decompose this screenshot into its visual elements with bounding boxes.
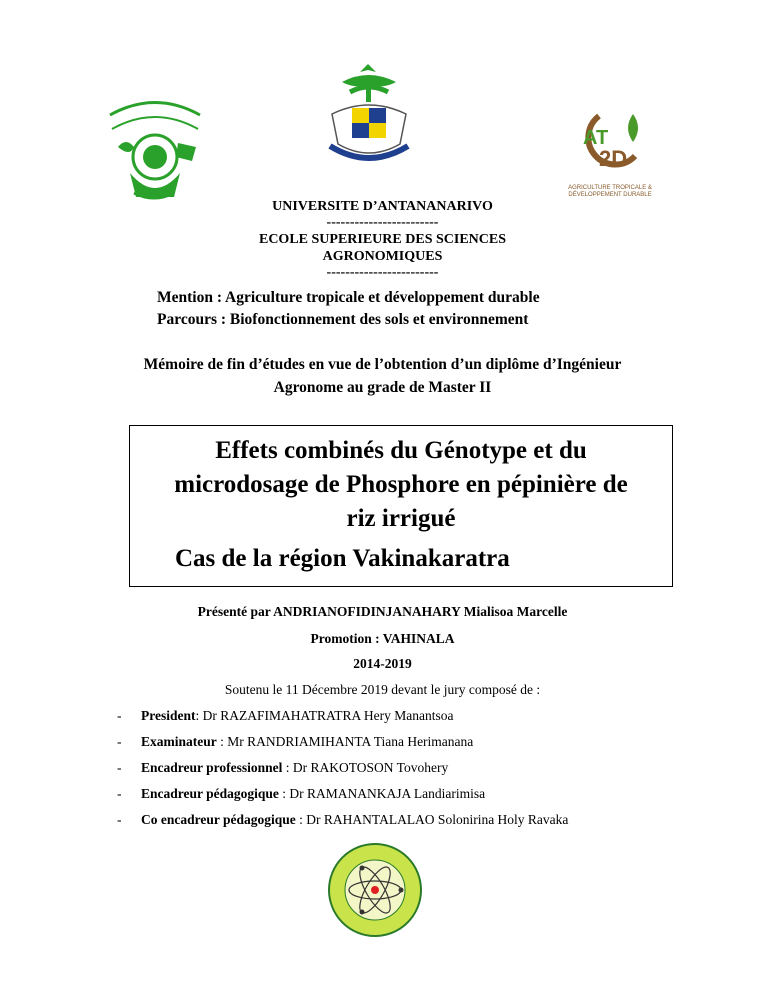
jury-role: President xyxy=(141,708,196,723)
university-name: UNIVERSITE D’ANTANANARIVO xyxy=(272,199,493,214)
jury-sep: : xyxy=(278,786,290,801)
jury-role: Co encadreur pédagogique xyxy=(141,812,296,827)
jury-sep: : xyxy=(216,734,228,749)
jury-name: Dr RAZAFIMAHATRATRA Hery Manantsoa xyxy=(202,708,454,723)
jury-sep: : xyxy=(282,760,293,775)
defense-statement: Soutenu le 11 Décembre 2019 devant le jury composé de : xyxy=(224,682,541,697)
memoire-line-2: Agronome au grade de Master II xyxy=(273,379,492,396)
jury-name: Mr RANDRIAMIHANTA Tiana Herimanana xyxy=(227,734,474,749)
jury-item: - Encadreur professionnel : Dr RAKOTOSON Tovohery xyxy=(117,760,449,775)
mention: Mention : Agriculture tropicale et développement durable xyxy=(157,289,540,306)
jury-role: Encadreur pédagogique xyxy=(141,786,279,801)
title-box xyxy=(129,425,673,587)
jury-sep: : xyxy=(295,812,307,827)
title-line-1: Effets combinés du Génotype et du xyxy=(215,437,587,464)
svg-text:2D: 2D xyxy=(599,146,628,171)
school-name-line-2: AGRONOMIQUES xyxy=(322,249,443,264)
at2d-text-1: AGRICULTURE TROPICALE & xyxy=(568,185,652,191)
svg-text:AT: AT xyxy=(583,127,609,149)
university-crest-logo xyxy=(328,62,410,164)
jury-name: Dr RAKOTOSON Tovohery xyxy=(292,760,449,775)
school-name-line-1: ECOLE SUPERIEURE DES SCIENCES xyxy=(258,232,507,247)
thesis-title xyxy=(130,434,672,536)
presented-by: Présenté par ANDRIANOFIDINJANAHARY Mialisoa Marcelle xyxy=(197,604,568,619)
at2d-logo xyxy=(555,108,665,204)
jury-sep: : xyxy=(195,708,203,723)
title-line-2: microdosage de Phosphore en pépinière de xyxy=(174,471,628,498)
memoire-line-1: Mémoire de fin d’études en vue de l’obtention d’un diplôme d’Ingénieur xyxy=(143,356,622,373)
jury-role: Examinateur xyxy=(141,734,217,749)
jury-item: - Encadreur pédagogique : Dr RAMANANKAJA Landiarimisa xyxy=(117,786,486,801)
laboratory-radioisotopes-logo xyxy=(325,840,425,940)
promotion: Promotion : VAHINALA xyxy=(310,631,455,646)
title-line-3: riz irrigué xyxy=(346,505,456,532)
thesis-subtitle: Cas de la région Vakinakaratra xyxy=(175,545,510,572)
jury-item: - Co encadreur pédagogique : Dr RAHANTALALAO Solonirina Holy Ravaka xyxy=(117,812,569,827)
parcours: Parcours : Biofonctionnement des sols et environnement xyxy=(157,311,529,328)
jury-name: Dr RAHANTALALAO Solonirina Holy Ravaka xyxy=(306,812,569,827)
school-seal-logo xyxy=(100,95,210,205)
separator-1: ------------------------ xyxy=(326,215,439,230)
years: 2014-2019 xyxy=(353,656,412,671)
separator-2: ------------------------ xyxy=(326,265,439,280)
at2d-text-2: DÉVELOPPEMENT DURABLE xyxy=(568,192,652,198)
jury-name: Dr RAMANANKAJA Landiarimisa xyxy=(289,786,486,801)
jury-role: Encadreur professionnel xyxy=(141,760,283,775)
jury-item: - President: Dr RAZAFIMAHATRATRA Hery Manantsoa xyxy=(117,708,454,723)
jury-item: - Examinateur : Mr RANDRIAMIHANTA Tiana Herimanana xyxy=(117,734,474,749)
